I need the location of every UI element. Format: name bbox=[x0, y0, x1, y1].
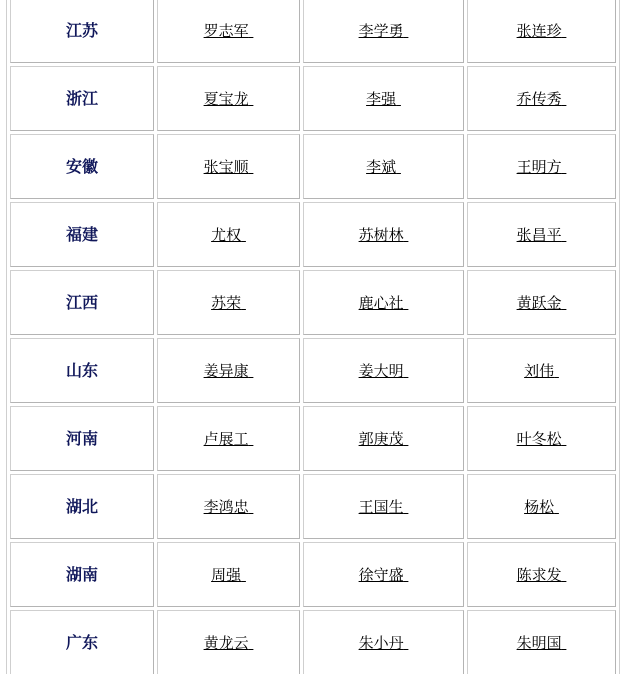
official-name-link[interactable]: 张昌平 bbox=[516, 225, 562, 244]
name-cell bbox=[303, 542, 464, 607]
name-cell bbox=[467, 474, 616, 539]
province-cell bbox=[10, 406, 154, 471]
name-cell bbox=[157, 202, 300, 267]
province-cell bbox=[10, 134, 154, 199]
province-label: 广东 bbox=[65, 632, 98, 652]
official-name-link[interactable]: 罗志军 bbox=[203, 21, 249, 40]
name-cell bbox=[157, 66, 300, 131]
official-name-link[interactable]: 郭庚茂 bbox=[358, 429, 404, 448]
name-cell bbox=[303, 202, 464, 267]
table-row bbox=[10, 338, 616, 403]
name-cell bbox=[467, 610, 616, 674]
name-cell bbox=[467, 0, 616, 63]
official-name-link[interactable]: 陈求发 bbox=[516, 565, 562, 584]
name-cell bbox=[467, 406, 616, 471]
province-cell bbox=[10, 542, 154, 607]
name-cell bbox=[467, 270, 616, 335]
official-name-link[interactable]: 杨松 bbox=[524, 497, 555, 516]
table-row bbox=[10, 0, 616, 63]
official-name-link[interactable]: 王明方 bbox=[516, 157, 562, 176]
table-row bbox=[10, 406, 616, 471]
official-name-link[interactable]: 卢展工 bbox=[203, 429, 249, 448]
table-row bbox=[10, 134, 616, 199]
name-cell bbox=[157, 474, 300, 539]
official-name-link[interactable]: 姜大明 bbox=[358, 361, 404, 380]
province-label: 湖南 bbox=[65, 564, 98, 584]
official-name-link[interactable]: 姜异康 bbox=[203, 361, 249, 380]
province-label: 江苏 bbox=[65, 20, 98, 40]
officials-table bbox=[6, 0, 620, 674]
official-name-link[interactable]: 黄龙云 bbox=[203, 633, 249, 652]
official-name-link[interactable]: 乔传秀 bbox=[516, 89, 562, 108]
province-cell bbox=[10, 610, 154, 674]
province-cell bbox=[10, 270, 154, 335]
official-name-link[interactable]: 叶冬松 bbox=[516, 429, 562, 448]
official-name-link[interactable]: 刘伟 bbox=[524, 361, 555, 380]
official-name-link[interactable]: 李鸿忠 bbox=[203, 497, 249, 516]
name-cell bbox=[303, 338, 464, 403]
province-label: 浙江 bbox=[65, 88, 98, 108]
province-cell bbox=[10, 338, 154, 403]
province-cell bbox=[10, 66, 154, 131]
table-row bbox=[10, 542, 616, 607]
official-name-link[interactable]: 苏荣 bbox=[211, 293, 242, 312]
name-cell bbox=[157, 610, 300, 674]
province-cell bbox=[10, 0, 154, 63]
name-cell bbox=[303, 0, 464, 63]
table-row bbox=[10, 610, 616, 674]
name-cell bbox=[157, 270, 300, 335]
province-label: 河南 bbox=[65, 428, 98, 448]
official-name-link[interactable]: 徐守盛 bbox=[358, 565, 404, 584]
name-cell bbox=[303, 610, 464, 674]
name-cell bbox=[303, 474, 464, 539]
table-row bbox=[10, 474, 616, 539]
official-name-link[interactable]: 李斌 bbox=[366, 157, 397, 176]
table-row bbox=[10, 66, 616, 131]
official-name-link[interactable]: 李强 bbox=[366, 89, 397, 108]
official-name-link[interactable]: 张连珍 bbox=[516, 21, 562, 40]
official-name-link[interactable]: 夏宝龙 bbox=[203, 89, 249, 108]
official-name-link[interactable]: 王国生 bbox=[358, 497, 404, 516]
name-cell bbox=[467, 202, 616, 267]
name-cell bbox=[157, 134, 300, 199]
table-row bbox=[10, 202, 616, 267]
official-name-link[interactable]: 周强 bbox=[211, 565, 242, 584]
name-cell bbox=[467, 134, 616, 199]
table-row bbox=[10, 270, 616, 335]
name-cell bbox=[467, 542, 616, 607]
official-name-link[interactable]: 李学勇 bbox=[358, 21, 404, 40]
name-cell bbox=[157, 338, 300, 403]
name-cell bbox=[303, 66, 464, 131]
official-name-link[interactable]: 张宝顺 bbox=[203, 157, 249, 176]
province-label: 山东 bbox=[65, 360, 98, 380]
province-cell bbox=[10, 202, 154, 267]
official-name-link[interactable]: 鹿心社 bbox=[358, 293, 404, 312]
name-cell bbox=[303, 134, 464, 199]
name-cell bbox=[467, 338, 616, 403]
official-name-link[interactable]: 黄跃金 bbox=[516, 293, 562, 312]
official-name-link[interactable]: 朱小丹 bbox=[358, 633, 404, 652]
province-label: 安徽 bbox=[65, 156, 98, 176]
province-cell bbox=[10, 474, 154, 539]
name-cell bbox=[467, 66, 616, 131]
name-cell bbox=[303, 270, 464, 335]
name-cell bbox=[157, 542, 300, 607]
official-name-link[interactable]: 朱明国 bbox=[516, 633, 562, 652]
province-label: 福建 bbox=[65, 224, 98, 244]
official-name-link[interactable]: 苏树林 bbox=[358, 225, 404, 244]
name-cell bbox=[303, 406, 464, 471]
name-cell bbox=[157, 406, 300, 471]
province-label: 湖北 bbox=[65, 496, 98, 516]
province-label: 江西 bbox=[65, 292, 98, 312]
name-cell bbox=[157, 0, 300, 63]
official-name-link[interactable]: 尤权 bbox=[211, 225, 242, 244]
